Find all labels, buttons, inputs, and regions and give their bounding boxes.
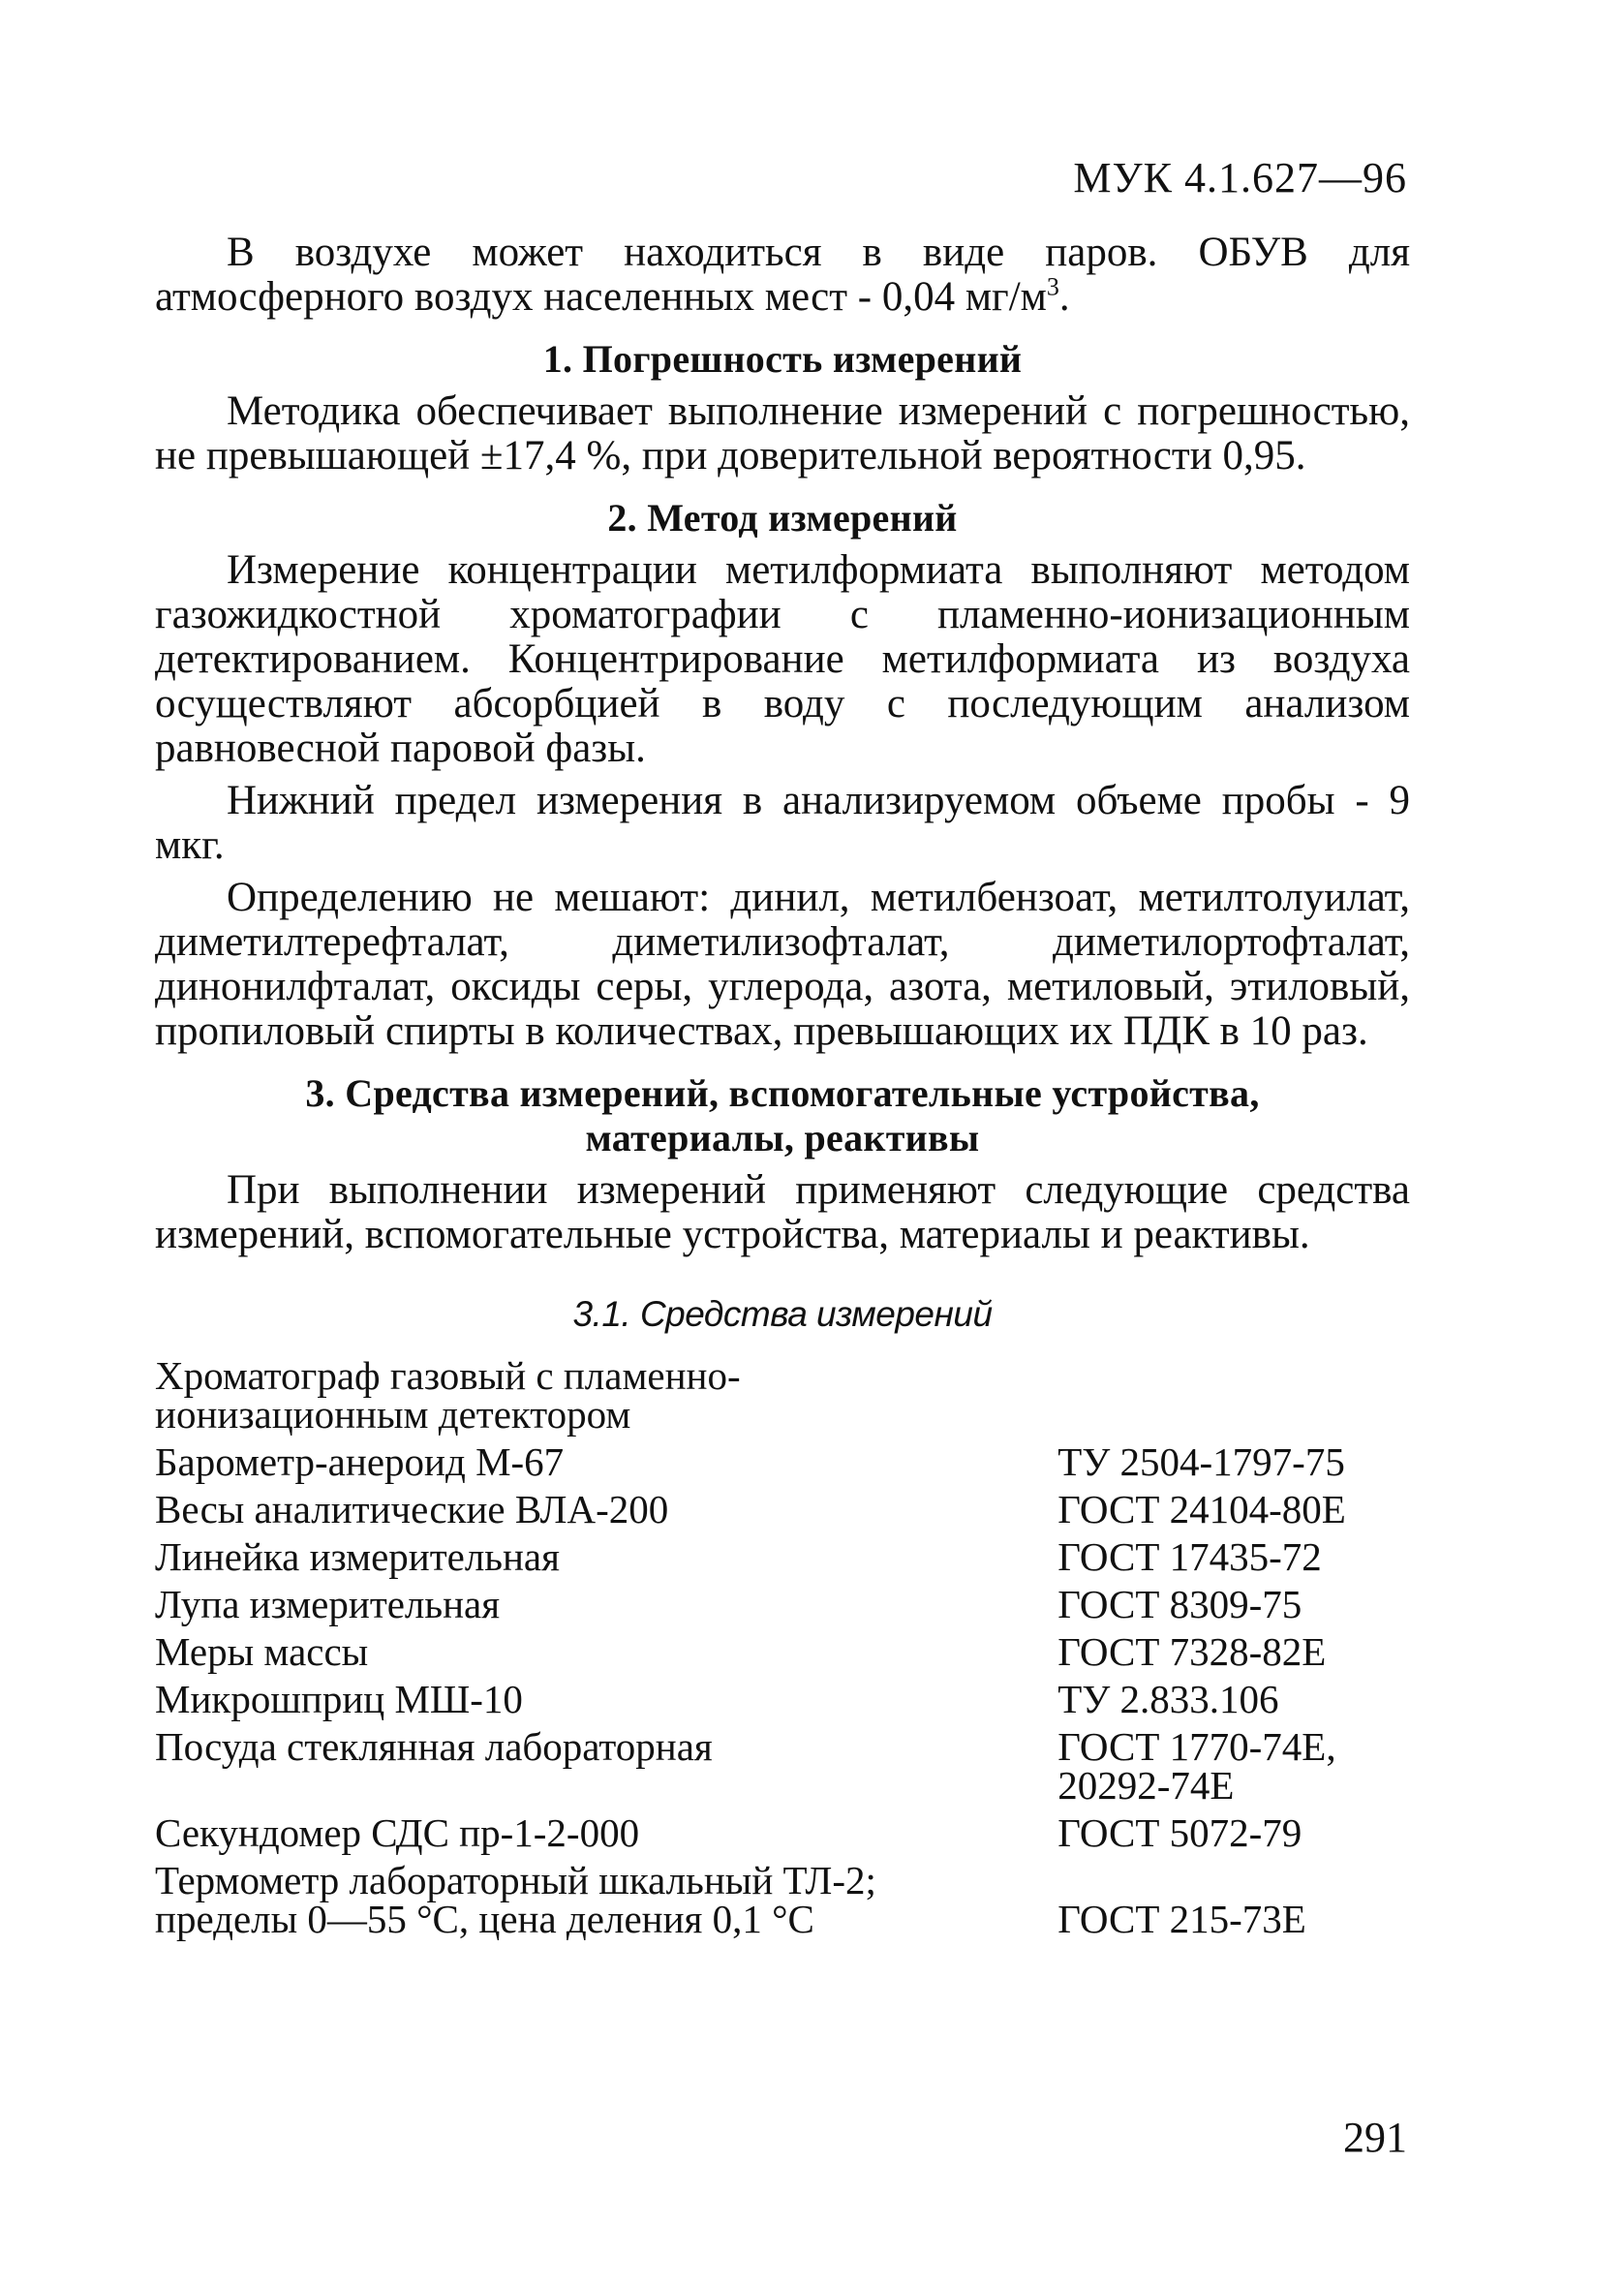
table-row [155, 1632, 1410, 1680]
document-code: МУК 4.1.627—96 [1073, 154, 1407, 201]
instrument-name: Весы аналитические ВЛА-200 [155, 1487, 669, 1531]
section-3-title-line2: материалы, реактивы [585, 1116, 980, 1159]
instrument-standard: ГОСТ 7328-82Е [1057, 1629, 1327, 1674]
instrument-name: Микрошприц МШ-10 [155, 1677, 523, 1721]
instrument-standard: ТУ 2.833.106 [1057, 1677, 1279, 1721]
intro-text-end: . [1058, 274, 1070, 320]
instrument-name: Лупа измерительная [155, 1582, 501, 1626]
instrument-standard: ГОСТ 215-73Е [1057, 1897, 1306, 1941]
table-row [155, 1585, 1410, 1632]
instrument-standard: ГОСТ 24104-80Е [1057, 1487, 1346, 1531]
instrument-standard: ГОСТ 17435-72 [1057, 1534, 1322, 1579]
instrument-name: Барометр-анероид М-67 [155, 1439, 565, 1484]
section-3-paragraph: При выполнении измерений применяют следующие средства измерений, вспомогательные устройства, материалы и реактивы. [155, 1167, 1410, 1257]
table-row [155, 1861, 1410, 1947]
section-2-paragraph-method: Измерение концентрации метилформиата выполняют методом газожидкостной хроматографии с пламенно-ионизационным детектированием. Концентрирование метилформиата из воздуха осуществляют абсорбцией в воду с последующим анализом равновесной паровой фазы. [155, 547, 1410, 771]
intro-paragraph [155, 231, 1410, 320]
section-1-title: 1. Погрешность измерений [542, 337, 1023, 381]
instrument-standard: ГОСТ 8309-75 [1057, 1582, 1302, 1626]
instruments-table [155, 1353, 1410, 1947]
section-2-paragraph-interference: Определению не мешают: динил, метилбензоат, метилтолуилат, диметилтерефталат, диметилизофталат, диметилортофталат, динонилфталат, оксиды серы, углерода, азота, метиловый, этиловый, пропиловый спирты в количествах, превышающих их ПДК в 10 раз. [155, 875, 1410, 1054]
table-row [155, 1813, 1410, 1861]
instrument-name: Хроматограф газовый с пламенно- ионизационным детектором [155, 1353, 741, 1437]
instrument-standard: ТУ 2504-1797-75 [1057, 1439, 1345, 1484]
section-1-paragraph: Методика обеспечивает выполнение измерений с погрешностью, не превышающей ±17,4 %, при доверительной вероятности 0,95. [155, 388, 1410, 479]
document-body [155, 231, 1410, 1947]
instrument-standard: ГОСТ 5072-79 [1057, 1810, 1302, 1855]
instrument-name: Секундомер СДС пр-1-2-000 [155, 1810, 640, 1855]
page-number: 291 [1343, 2114, 1407, 2161]
section-3-title-line1: 3. Средства измерений, вспомогательные устройства, [305, 1071, 1260, 1115]
subsection-3-1-title: 3.1. Средства измерений [572, 1294, 993, 1334]
instrument-name: Меры массы [155, 1629, 369, 1674]
instrument-name: Линейка измерительная [155, 1534, 560, 1579]
table-row [155, 1727, 1410, 1813]
table-row [155, 1537, 1410, 1585]
instrument-name: Посуда стеклянная лабораторная [155, 1724, 713, 1769]
table-row [155, 1442, 1410, 1490]
instrument-name: Термометр лабораторный шкальный ТЛ-2; пределы 0—55 °С, цена деления 0,1 °С [155, 1858, 876, 1941]
table-row [155, 1356, 1410, 1442]
instrument-standard: ГОСТ 1770-74Е, 20292-74Е [1057, 1724, 1336, 1808]
section-3-title [155, 1071, 1410, 1160]
table-row [155, 1680, 1410, 1727]
section-2-paragraph-limit: Нижний предел измерения в анализируемом объеме пробы - 9 мкг. [155, 778, 1410, 868]
table-row [155, 1490, 1410, 1537]
intro-text: В воздухе может находиться в виде паров. ОБУВ для атмосферного воздух населенных мест - 0,04 мг/м [155, 230, 1410, 320]
instrument-standard [1057, 1356, 1410, 1442]
section-2-title: 2. Метод измерений [607, 496, 958, 540]
intro-superscript: 3 [1046, 272, 1059, 301]
